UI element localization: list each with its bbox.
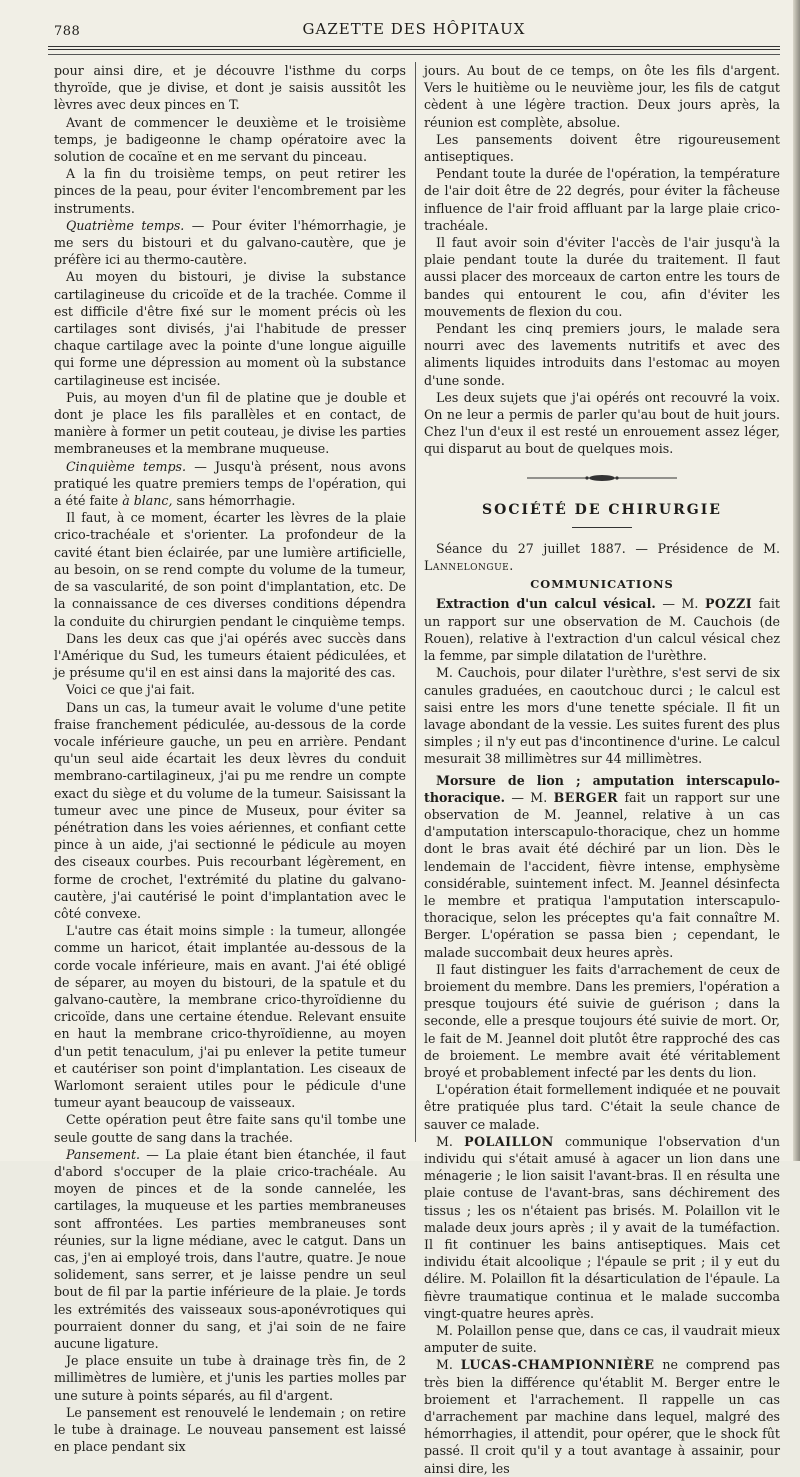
journal-title: GAZETTE DES HÔPITAUX — [302, 20, 526, 38]
author-prefix: M. — [436, 1357, 461, 1373]
left-column-paragraph: Voici ce que j'ai fait. — [66, 682, 195, 698]
left-column-paragraph: Au moyen du bistouri, je divise la substance cartilagineuse du cricoïde et de la trachée. Comme il est difficile d'être fixé sur le moment précis où les cartilages sont divisés, j'ai l'habitude de presser chaque cartilage avec la pointe d'une longue aiguille qui forme une dépression au moment où la substance cartilagineuse est incisée. — [54, 269, 406, 388]
right-column-paragraph: Pendant les cinq premiers jours, le malade sera nourri avec des lavements nutritifs et avec des aliments liquides introduits dans l'estomac au moyen d'une sonde. — [424, 321, 780, 388]
paragraph-text: — Pour éviter l'hémorrhagie, je me sers du bistouri et du galvano-cautère, que je préfère ici au thermo-cautère. — [54, 217, 406, 268]
right-column-paragraph: Pendant toute la durée de l'opération, la température de l'air doit être de 22 degrés, pour éviter la fâcheuse influence de l'air froid affluant par la large plaie crico-trachéale. — [424, 166, 780, 233]
communication-entry — [424, 1356, 780, 1476]
header-double-rule — [48, 46, 780, 50]
left-column-paragraph: Cette opération peut être faite sans qu'il tombe une seule goutte de sang dans la trachée. — [54, 1112, 406, 1145]
author-name: BERGER — [553, 789, 619, 805]
communication-title: Morsure de lion ; amputation interscapulo-thoracique. — [424, 772, 780, 805]
left-column-paragraph: Puis, au moyen d'un fil de platine que je double et dont je place les fils parallèles et en contact, de manière à former un petit couteau, je divise les parties membraneuses et la membrane muqueuse. — [54, 389, 406, 457]
left-column-paragraph — [54, 1146, 406, 1352]
paragraph-text: sans hémorrhagie. — [172, 493, 296, 509]
right-column — [424, 62, 780, 1477]
left-column-paragraph: pour ainsi dire, et je découvre l'isthme du corps thyroïde, que je divise, et dont je saisis aussitôt les lèvres avec deux pinces en T. — [54, 63, 406, 113]
title-rule — [572, 527, 632, 528]
left-column-paragraph: Avant de commencer le deuxième et le troisième temps, je badigeonne le champ opératoire avec la solution de cocaïne et en me servant du pinceau. — [54, 114, 406, 165]
communication-title: Extraction d'un calcul vésical. — [436, 596, 656, 612]
communication-text: fait un rapport sur une observation de M. Jeannel, relative à un cas d'amputation interscapulo-thoracique, chez un homme dont le bras avait été déchiré par un lion. Dès le lendemain de l'accident, fièvre intense, emphysème considérable, suintement infect. M. Jeannel désinfecta le membre et pratiqua l'amputation interscapulo-thoracique, selon les préceptes qu'a fait connaître M. Berger. L'opération se passa bien ; cependant, le malade succombait deux heures après. — [424, 789, 780, 960]
header-thin-rule — [48, 54, 780, 55]
right-column-paragraph: Il faut avoir soin d'éviter l'accès de l'air jusqu'à la plaie pendant toute la durée du traitement. Il faut aussi placer des morceaux de carton entre les tours de bandes qui entourent le cou, afin d'éviter les mouvements de flexion du cou. — [424, 235, 780, 319]
communications-heading: COMMUNICATIONS — [530, 577, 674, 592]
session-prefix: Séance du 27 juillet 1887. — Présidence de M. — [436, 540, 780, 556]
communication-entry — [424, 1133, 780, 1322]
page-header — [48, 18, 780, 40]
left-column-paragraph: Je place ensuite un tube à drainage très fin, de 2 millimètres de lumière, et j'unis les parties molles par une suture à points séparés, au fil d'argent. — [54, 1353, 406, 1403]
left-column-paragraph: L'autre cas était moins simple : la tumeur, allongée comme un haricot, était implantée au-dessous de la corde vocale inférieure, mais en avant. J'ai été obligé de séparer, au moyen du bistouri, de la spatule et du galvano-cautère, la membrane crico-thyroïdienne du cricoïde, dans une certaine étendue. Relevant ensuite en haut la membrane crico-thyroïdienne, au moyen d'un petit tenaculum, j'ai pu enlever la petite tumeur et cautériser son point d'implantation. Les ciseaux de Warlomont seraient utiles pour le pédicule d'une tumeur ayant beaucoup de vaisseaux. — [54, 923, 406, 1111]
paragraph-text: — La plaie étant bien étanchée, il faut d'abord s'occuper de la plaie crico-trachéale. Au moyen de pinces et de la sonde cannelée, les cartilages, la muqueuse et les parties membraneuses sont affrontées. Les parties membraneuses sont réunies, sur la ligne médiane, avec le catgut. Dans un cas, j'en ai employé trois, dans l'autre, quatre. Je noue solidement, sans serrer, et je laisse pendre un seul bout de fil par la partie inférieure de la plaie. Je tords les extrémités des vaisseaux sous-aponévrotiques qui pourraient donner du sang, et j'ai soin de ne faire aucune ligature. — [54, 1146, 406, 1352]
ornament-rule-icon — [527, 474, 677, 482]
column-divider — [415, 62, 416, 1142]
communication-entry — [424, 772, 780, 961]
left-column-paragraph: Dans un cas, la tumeur avait le volume d'une petite fraise franchement pédiculée, au-dessous de la corde vocale inférieure gauche, un peu en arrière. Pendant qu'un seul aide écartait les deux lèvres du conduit membrano-cartilagineux, j'ai pu me rendre un compte exact du siège et du volume de la tumeur. Saisissant la tumeur avec une pince de Museux, pour éviter sa pénétration dans les voies aériennes, et confiant cette pince à un aide, j'ai sectionné le pédicule au moyen des ciseaux courbes. Puis recourbant légèrement, en forme de crochet, l'extrémité du platine du galvano-cautère, j'ai cautérisé le point d'implantation avec le côté convexe. — [54, 699, 406, 921]
section-lead: Quatrième temps. — [66, 217, 185, 233]
communication-paragraph: M. Polaillon pense que, dans ce cas, il vaudrait mieux amputer de suite. — [424, 1323, 780, 1356]
author-name: POZZI — [704, 596, 753, 612]
communication-text: ne comprend pas très bien la différence qu'établit M. Berger entre le broiement et l'arrachement. Il rappelle un cas d'arrachement par machine dans lequel, malgré des hémorrhagies, il attendit, pour opérer, que le shock fût passé. Il croit qu'il y a tout avantage à assainir, pour ainsi dire, les — [424, 1357, 780, 1476]
right-column-paragraph: jours. Au bout de ce temps, on ôte les fils d'argent. Vers le huitième ou le neuvième jour, les fils de catgut cèdent à une légère traction. Deux jours après, la réunion est complète, absolue. — [424, 63, 780, 130]
communication-paragraph: L'opération était formellement indiquée et ne pouvait être pratiquée plus tard. C'était la seule chance de sauver ce malade. — [424, 1082, 780, 1132]
president-name: Lannelongue — [424, 558, 510, 574]
left-column-paragraph — [54, 217, 406, 269]
communication-text: communique l'observation d'un individu qui s'était amusé à agacer un lion dans une ménagerie ; le lion saisit l'avant-bras. Il en résulta une plaie contuse de l'avant-bras, sans déchirement des tissus ; les os n'étaient pas brisés. M. Polaillon vit le malade deux jours après ; il y avait de la tuméfaction. Il fit continuer les bains antiseptiques. Mais cet individu était alcoolique ; l'épaule se prit ; il y eut du délire. M. Polaillon fit la désarticulation de l'épaule. La fièvre traumatique continua et le malade succomba vingt-quatre heures après. — [424, 1133, 780, 1321]
left-column-paragraph: Le pansement est renouvelé le lendemain ; on retire le tube à drainage. Le nouveau pansement est laissé en place pendant six — [54, 1404, 406, 1455]
page-number: 788 — [54, 24, 81, 39]
left-column — [54, 62, 406, 1455]
left-column-paragraph: Il faut, à ce moment, écarter les lèvres de la plaie crico-trachéale et s'orienter. La profondeur de la cavité étant bien éclairée, par une lumière artificielle, au besoin, on se rend compte du volume de la tumeur, de sa vascularité, de son point d'implantation, etc. De la connaissance de ces diverses conditions dépendra la conduite du chirurgien pendant le cinquième temps. — [54, 510, 406, 629]
author-name: POLAILLON — [464, 1133, 554, 1149]
session-line — [424, 540, 780, 574]
communications-list — [424, 595, 780, 1476]
author-prefix: M. — [436, 1133, 465, 1149]
author-prefix: — M. — [504, 789, 554, 805]
communication-entry — [424, 595, 780, 664]
author-name: LUCAS-CHAMPIONNIÈRE — [460, 1357, 655, 1373]
right-column-continuation — [424, 62, 780, 458]
right-column-paragraph: Les pansements doivent être rigoureusement antiseptiques. — [424, 131, 780, 165]
author-prefix: — M. — [655, 596, 705, 612]
section-ornament — [527, 474, 677, 482]
left-column-paragraph: A la fin du troisième temps, on peut retirer les pinces de la peau, pour éviter l'encombrement par les instruments. — [54, 166, 406, 216]
page-edge-shadow — [793, 0, 800, 1161]
communication-paragraph: M. Cauchois, pour dilater l'urèthre, s'est servi de six canules graduées, en caoutchouc durci ; le calcul est saisi entre les mors d'une tenette spéciale. Il fit un lavage abondant de la vessie. Les suites furent des plus simples ; il n'y eut pas d'incontinence d'urine. Le calcul mesurait 38 millimètres sur 44 millimètres. — [424, 665, 780, 767]
society-title: SOCIÉTÉ DE CHIRURGIE — [482, 501, 722, 518]
section-lead: Cinquième temps. — [66, 458, 186, 474]
emphasis-text: à blanc, — [122, 493, 173, 509]
communication-paragraph: Il faut distinguer les faits d'arrachement de ceux de broiement du membre. Dans les premiers, l'opération a presque toujours été suivie de guérison ; dans la seconde, elle a presque toujours été suivie de mort. Or, le fait de M. Jeannel doit plutôt être rapproché des cas de broiement. Le membre avait été véritablement broyé et probablement infecté par les dents du lion. — [424, 961, 780, 1080]
left-column-paragraph — [54, 458, 406, 510]
section-lead: Pansement. — [66, 1146, 141, 1162]
left-column-paragraph: Dans les deux cas que j'ai opérés avec succès dans l'Amérique du Sud, les tumeurs étaient pédiculées, et je présume qu'il en est ainsi dans la majorité des cas. — [54, 630, 406, 681]
right-column-paragraph: Les deux sujets que j'ai opérés ont recouvré la voix. On ne leur a permis de parler qu'au bout de huit jours. Chez l'un d'eux il est resté un enrouement assez léger, qui disparut au bout de quelques mois. — [424, 389, 780, 457]
paragraph-text: — Jusqu'à présent, nous avons pratiqué les quatre premiers temps de l'opération, qui a été faite — [54, 458, 406, 509]
session-suffix: . — [509, 558, 514, 574]
communication-text: fait un rapport sur une observation de M. Cauchois (de Rouen), relative à l'extraction d'un calcul vésical chez la femme, par simple dilatation de l'urèthre. — [424, 596, 780, 664]
